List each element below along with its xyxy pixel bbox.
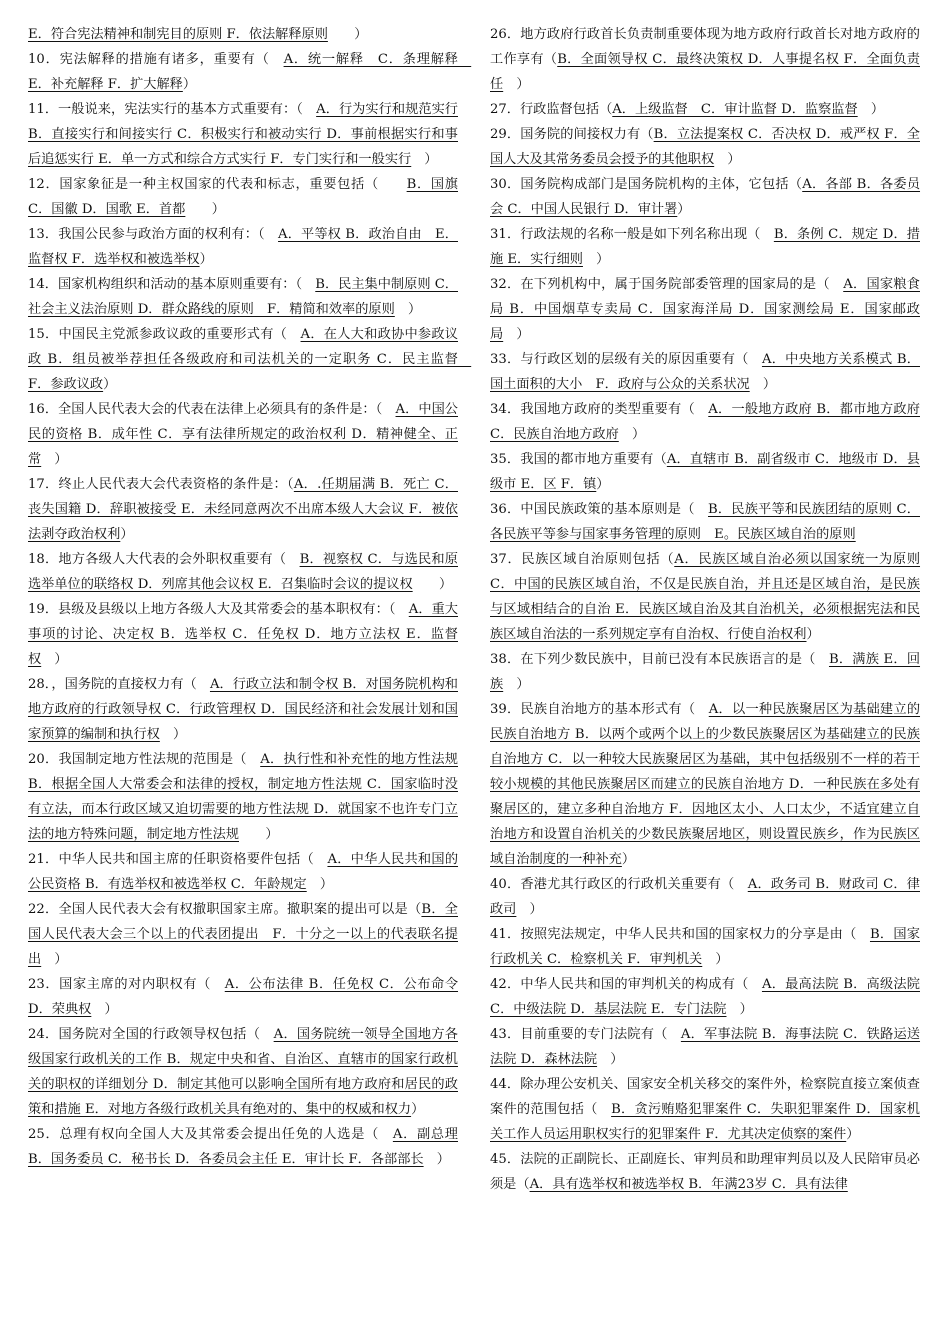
question-item [28,1022,458,1122]
closing-bracket: ） [185,202,225,217]
question-item [490,172,920,222]
closing-bracket: ） [618,427,646,442]
answer-text: A．公布法律 B．任免权 C．公布命令 D．荣典权 [28,977,459,1017]
answer-text: A．中华人民共和国的公民资格 B．有选举权和被选举权 C．年龄规定 [28,852,459,892]
question-item [28,847,458,897]
question-item [490,447,920,497]
question-item [490,872,920,922]
question-text: 15．中国民主党派参政议政的重要形式有（ [28,327,301,342]
answer-text: B．贪污贿赂犯罪案件 C．失职犯罪案件 D．国家机关工作人员运用职权实行的犯罪案件 F．尤其决定侦察的案件 [490,1102,920,1142]
question-item [490,497,920,547]
answer-text: B．民族平等和民族团结的原则 C．各民族平等参与国家事务管理的原则 E。民族区域自治的原则 [490,502,920,542]
answer-text: A．民族区域自治必须以国家统一为原则 C．中国的民族区域自治，不仅是民族自治，并且还是区域自治，是民族与区域相结合的自治 E．民族区域自治及其自治机关，必须根据宪法和民族区域自治法的一系列规定享有自治权、行使自治权利 [490,552,921,642]
closing-bracket: ） [596,477,610,492]
closing-bracket: ） [597,1052,624,1067]
answer-text: B．视察权 C．与选民和原选举单位的联络权 D．列席其他会议权 E．召集临时会议的提议权 [28,552,458,592]
answer-text: A．平等权 B．政治自由 E．监督权 F．选举权和被选举权 [28,227,458,267]
question-item [28,472,458,547]
answer-text: A．行政立法和制令权 B．对国务院机构和地方政府的行政领导权 C．行政管理权 D．国民经济和社会发展计划和国家预算的编制和执行权 [28,677,458,742]
left-column [28,22,472,1172]
answer-text: A．政务司 B．财政司 C．律政司 [490,877,920,917]
question-text: 13．我国公民参与政治方面的权利有：（ [28,227,279,242]
question-item [28,597,458,672]
closing-bracket: ） [677,202,691,217]
question-item [28,22,458,47]
answer-text: A．统一解释 C．条理解释 E．补充解释 F．扩大解释 [28,52,472,92]
question-text: 40．香港尤其行政区的行政机关重要有（ [490,877,748,892]
question-item [490,647,920,697]
question-item [28,747,458,847]
question-item [28,222,458,272]
question-item [490,972,920,1022]
answer-text: A．军事法院 B．海事法院 C．铁路运送法院 D．森林法院 [490,1027,921,1067]
question-item [490,1022,920,1072]
closing-bracket: ） [41,652,68,667]
question-text: 12．国家象征是一种主权国家的代表和标志，重要包括（ [28,177,407,192]
closing-bracket: ） [411,152,438,167]
answer-text: A．.任期届满 B．死亡 C．丧失国籍 D．辞职被接受 E．未经同意两次不出席本级人大会议 F．被依法剥夺政治权利 [28,477,458,542]
answer-text: B．国旗 C．国徽 D．国歌 E．首都 [28,177,458,217]
question-item [28,272,458,322]
question-text: 20．我国制定地方性法规的范围是（ [28,752,261,767]
answer-text: A．具有选举权和被选举权 B．年满23岁 C．具有法律 [529,1177,848,1192]
answer-text: A．各部 B．各委员会 C．中国人民银行 D．审计署 [490,177,921,217]
answer-text: A．国家粮食局 B．中国烟草专卖局 C．国家海洋局 D．国家测绘局 E．国家邮政局 [490,277,920,342]
question-item [28,397,458,472]
question-text: 39．民族自治地方的基本形式有（ [490,702,709,717]
closing-bracket: ） [714,152,741,167]
answer-text: E．符合宪法精神和制宪目的原则 F．依法解释原则 [28,27,328,42]
question-item [490,1147,920,1197]
question-item [490,922,920,972]
closing-bracket: ） [806,627,820,642]
closing-bracket: ） [726,1002,753,1017]
closing-bracket: ） [394,302,422,317]
question-item [28,322,472,397]
document-page [28,22,922,1332]
question-text: 34．我国地方政府的类型重要有（ [490,402,709,417]
question-text: 27．行政监督包括（ [490,102,613,117]
answer-text: B．民主集中制原则 C．社会主义法治原则 D．群众路线的原则 F．精简和效率的原则 [28,277,458,317]
question-text: 16．全国人民代表大会的代表在法律上必须具有的条件是：（ [28,402,396,417]
answer-text: A．行为实行和规范实行 B．直接实行和间接实行 C．积极实行和被动实行 D．事前根据实行和事后追惩实行 E．单一方式和综合方式实行 F．专门实行和一般实行 [28,102,458,167]
question-item [490,122,920,172]
question-text: 14．国家机构组织和活动的基本原则重要有：（ [28,277,316,292]
closing-bracket: ） [516,902,543,917]
closing-bracket: ） [239,827,279,842]
question-text: 42．中华人民共和国的审判机关的构成有（ [490,977,762,992]
closing-bracket: ） [327,27,368,42]
answer-text: B．立法提案权 C．否决权 D．戒严权 F．全国人大及其常务委员会授予的其他职权 [490,127,920,167]
question-item [490,397,920,447]
question-text: 36．中国民族政策的基本原则是（ [490,502,708,517]
closing-bracket: ） [503,677,530,692]
closing-bracket: ） [411,1102,425,1117]
answer-text: A．一般地方政府 B．都市地方政府 C．民族自治地方政府 [490,402,920,442]
question-text: 41．按照宪法规定，中华人民共和国的国家权力的分享是由（ [490,927,870,942]
question-text: 24．国务院对全国的行政领导权包括（ [28,1027,274,1042]
closing-bracket: ） [412,577,453,592]
question-item [490,222,920,272]
closing-bracket: ） [182,77,197,92]
closing-bracket: ） [91,1002,118,1017]
right-column [490,22,920,1197]
question-text: 35．我国的都市地方重要有（ [490,452,667,467]
question-item [28,172,458,222]
question-text: 38．在下列少数民族中，目前已没有本民族语言的是（ [490,652,829,667]
closing-bracket: ） [41,452,68,467]
question-text: 28．，国务院的直接权力有（ [28,677,210,692]
question-item [28,972,458,1022]
closing-bracket: ） [306,877,334,892]
question-item [490,547,920,647]
question-text: 25．总理有权向全国人大及其常委会提出任免的人选是（ [28,1127,393,1142]
closing-bracket: ） [120,527,134,542]
question-item [490,272,920,347]
closing-bracket: ） [103,377,117,392]
question-item [490,697,920,872]
question-text: 22．全国人民代表大会有权撤职国家主席。撤职案的提出可以是（ [28,902,422,917]
closing-bracket: ） [846,1127,860,1142]
question-text: 11．一般说来，宪法实行的基本方式重要有：（ [28,102,317,117]
answer-text: A．在人大和政协中参政议政 B．组员被举荐担任各级政府和司法机关的一定职务 C．民主监督 F．参政议政 [28,327,472,392]
question-text: 33．与行政区划的层级有关的原因重要有（ [490,352,762,367]
answer-text: A．中国公民的资格 B．成年性 C．享有法律所规定的政治权利 D．精神健全、正常 [28,402,458,467]
question-item [28,47,472,97]
answer-text: A．中央地方关系模式 B．国土面积的大小 F．政府与公众的关系状况 [490,352,920,392]
answer-text: B．全面领导权 C．最终决策权 D．人事提名权 F．全面负责任 [490,52,920,92]
answer-text: B．条例 C．规定 D．措施 E．实行细则 [490,227,920,267]
question-text: 44．除办理公安机关、国家安全机关移交的案件外，检察院直接立案侦查案件的范围包括（ [490,1077,920,1117]
question-text: 32．在下列机构中，属于国务院部委管理的国家局的是（ [490,277,844,292]
question-item [28,547,458,597]
question-item [28,672,458,747]
question-text: 10．宪法解释的措施有诸多，重要有（ [28,52,284,67]
question-text: 26．地方政府行政首长负责制重要体现为地方政府行政首长对地方政府的工作享有（ [490,27,920,67]
answer-text: B．国家行政机关 C．检察机关 F．审判机关 [490,927,920,967]
question-text: 37．民族区域自治原则包括（ [490,552,675,567]
answer-text: A．上级监督 C．审计监督 D．监察监督 [612,102,858,117]
closing-bracket: ） [582,252,610,267]
answer-text: B．全国人民代表大会三个以上的代表团提出 F．十分之一以上的代表联名提出 [28,902,458,967]
answer-text: A．重大事项的讨论、决定权 B．选举权 C．任免权 D．地方立法权 E．监督权 [28,602,458,667]
closing-bracket: ） [423,1152,450,1167]
question-text: 18．地方各级人大代表的会外职权重要有（ [28,552,300,567]
question-text: 23．国家主席的对内职权有（ [28,977,225,992]
question-text: 31．行政法规的名称一般是如下列名称出现（ [490,227,774,242]
question-text: 17．终止人民代表大会代表资格的条件是：（ [28,477,294,492]
question-item [28,1122,458,1172]
question-item [28,897,458,972]
answer-text: A．副总理 B．国务委员 C．秘书长 D．各委员会主任 E．审计长 F．各部部长 [28,1127,458,1167]
closing-bracket: ） [749,377,777,392]
answer-text: A．国务院统一领导全国地方各级国家行政机关的工作 B．规定中央和省、自治区、直辖市的国家行政机关的职权的详细划分 D．制定其他可以影响全国所有地方政府和居民的政策和措施 E．对地方各级行政机关具有绝对的、集中的权威和权力 [28,1027,458,1117]
closing-bracket: ） [41,952,68,967]
answer-text: A．直辖市 B．副省级市 C．地级市 D．县级市 E．区 F．镇 [490,452,920,492]
closing-bracket: ） [621,852,636,867]
question-item [28,97,458,172]
closing-bracket: ） [503,327,530,342]
closing-bracket: ） [159,727,187,742]
question-text: 19．县级及县级以上地方各级人大及其常委会的基本职权有：（ [28,602,409,617]
closing-bracket: ） [199,252,213,267]
question-text: 29．国务院的间接权力有（ [490,127,654,142]
question-text: 21．中华人民共和国主席的任职资格要件包括（ [28,852,328,867]
closing-bracket: ） [503,77,530,92]
question-text: 30．国务院构成部门是国务院机构的主体，它包括（ [490,177,803,192]
question-item [490,347,920,397]
question-item [490,97,920,122]
answer-text: A．执行性和补充性的地方性法规 B．根据全国人大常委会和法律的授权，制定地方性法规 C．国家临时没有立法，而本行政区域又迫切需要的地方性法规 D．就国家不也许专门立法的地方特殊问题，制定地方性法规 [28,752,458,842]
question-item [490,1072,920,1147]
closing-bracket: ） [702,952,729,967]
answer-text: A．以一种民族聚居区为基础建立的民族自治地方 B．以两个或两个以上的少数民族聚居区为基础建立的民族自治地方 C．以一种较大民族聚居区为基础，其中包括级别不一样的若干较小规模的其他民族聚居区而建立的民族自治地方 D．一种民族在多处有聚居区的，建立多种自治地方 F．因地区太小、人口太少，不适宜建立自治地方和设置自治机关的少数民族聚居地区，则设置民族乡，作为民族区域自治制度的一种补充 [490,702,921,867]
question-item [490,22,920,97]
question-text: 45．法院的正副院长、正副庭长、审判员和助理审判员以及人民陪审员必须是（ [490,1152,920,1192]
answer-text: B．满族 E．回族 [490,652,921,692]
answer-text: A．最高法院 B．高级法院 C．中级法院 D．基层法院 E．专门法院 [490,977,920,1017]
question-text: 43．目前重要的专门法院有（ [490,1027,681,1042]
closing-bracket: ） [857,102,885,117]
